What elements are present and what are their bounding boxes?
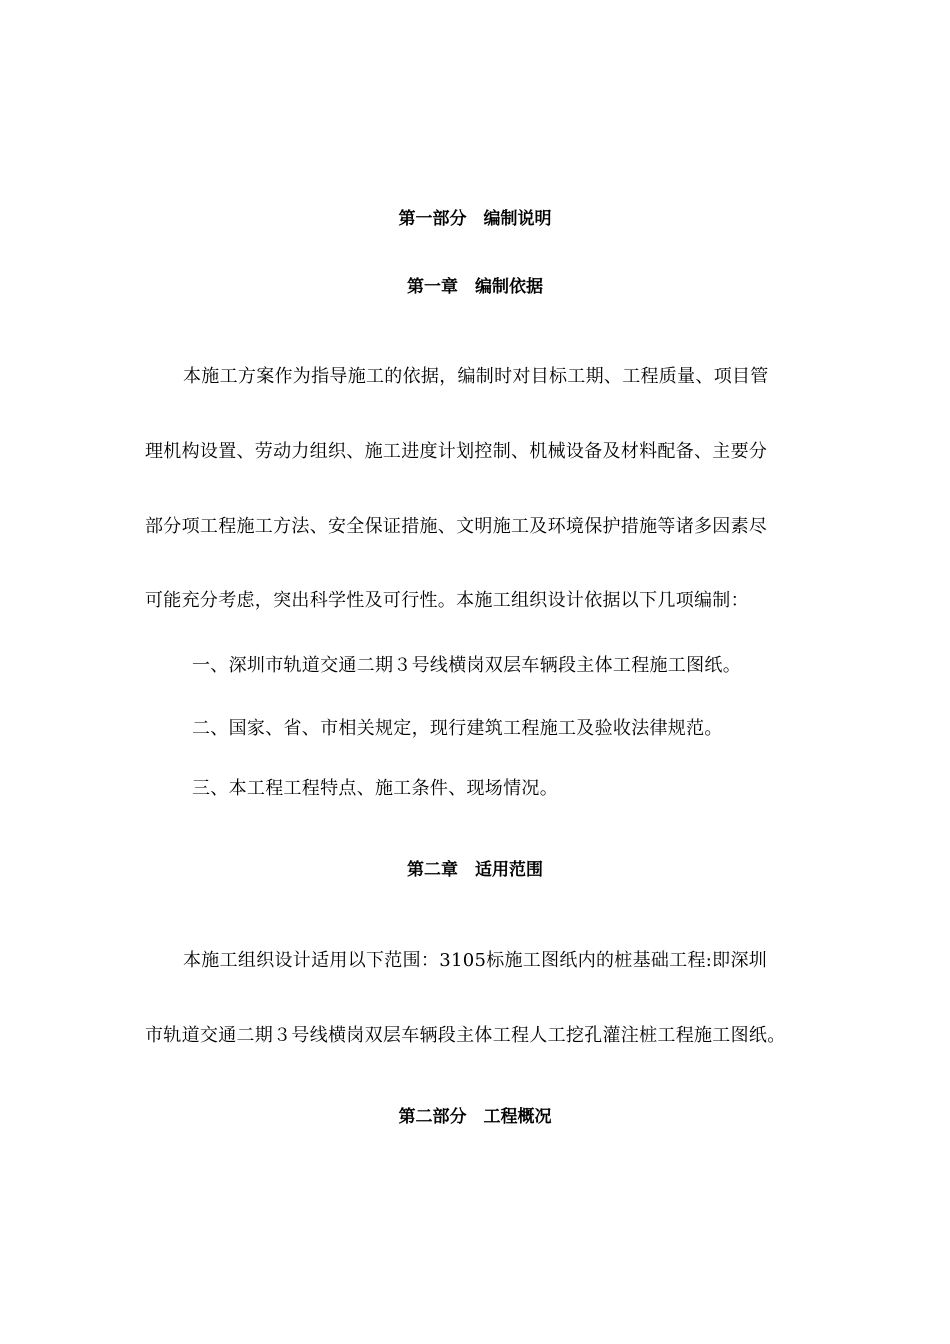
chapter1-para-line-3: 部分项工程施工方法、安全保证措施、文明施工及环境保护措施等诸多因素尽 xyxy=(145,516,768,537)
part1-title: 第一部分 编制说明 xyxy=(398,209,552,229)
basis-item-2: 二、国家、省、市相关规定，现行建筑工程施工及验收法律规范。 xyxy=(192,718,723,739)
chapter2-title: 第二章 适用范围 xyxy=(407,860,543,880)
basis-item-3: 三、本工程工程特点、施工条件、现场情况。 xyxy=(192,778,558,799)
chapter1-title: 第一章 编制依据 xyxy=(407,277,543,297)
part2-title: 第二部分 工程概况 xyxy=(398,1107,552,1127)
basis-item-1: 一、深圳市轨道交通二期３号线横岗双层车辆段主体工程施工图纸。 xyxy=(192,655,741,676)
chapter1-para-line-1: 本施工方案作为指导施工的依据，编制时对目标工期、工程质量、项目管 xyxy=(183,366,769,387)
chapter1-para-line-2: 理机构设置、劳动力组织、施工进度计划控制、机械设备及材料配备、主要分 xyxy=(145,441,768,462)
chapter2-para-line-1: 本施工组织设计适用以下范围：3105标施工图纸内的桩基础工程:即深圳 xyxy=(183,950,768,971)
chapter1-para-line-4: 可能充分考虑，突出科学性及可行性。本施工组织设计依据以下几项编制： xyxy=(145,590,749,611)
chapter2-para-line-2: 市轨道交通二期３号线横岗双层车辆段主体工程人工挖孔灌注桩工程施工图纸。 xyxy=(145,1025,786,1046)
